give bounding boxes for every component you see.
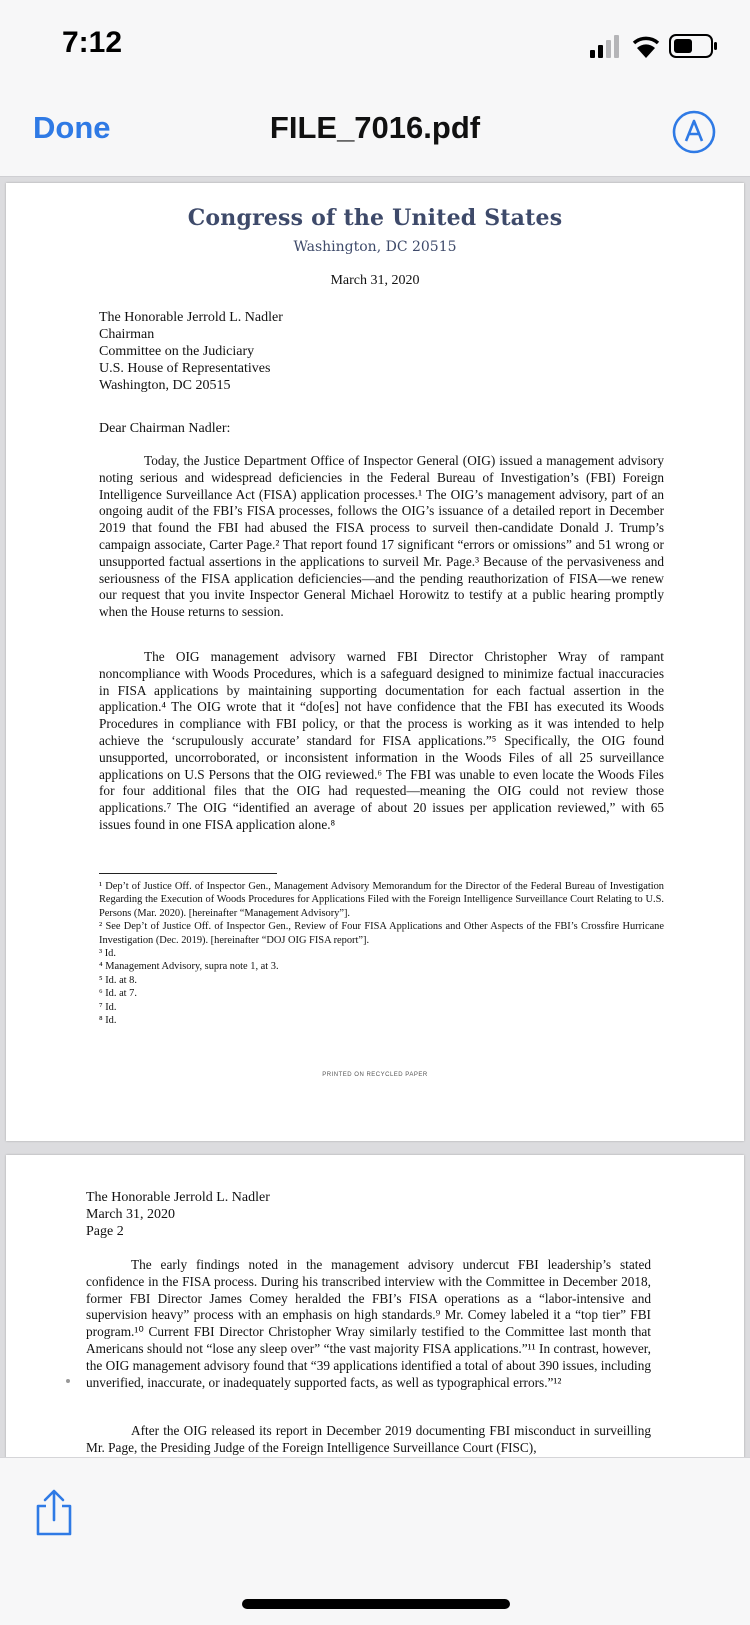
header-line: March 31, 2020: [86, 1207, 176, 1222]
address-line: The Honorable Jerrold L. Nadler: [99, 310, 283, 325]
body-paragraph: After the OIG released its report in December 2019 documenting FBI misconduct in surveilling Mr. Page, the Presiding Judge of the Foreign Intelligence Surveillance Court (FISC),: [86, 1423, 651, 1455]
pdf-viewer[interactable]: [0, 177, 750, 1457]
header-line: Page 2: [86, 1224, 124, 1239]
status-bar: [0, 0, 750, 92]
footnote-divider: [99, 873, 277, 874]
letter-date: March 31, 2020: [330, 273, 420, 288]
salutation: Dear Chairman Nadler:: [99, 421, 231, 436]
body-paragraph: The OIG management advisory warned FBI Director Christopher Wray of rampant noncompliance with Woods Procedures, which is a safeguard designed to minimize factual inaccuracies in FISA applications by maintaining supporting documentation for each factual assertion in the application.⁴ The OIG wrote that it “do[es] not have confidence that the FBI has executed its Woods Procedures in compliance with FBI policy, or that the process is working as it was intended to help achieve the ‘scrupulously accurate’ standard for FISA applications.”⁵ Specifically, the OIG found unsupported, uncorroborated, or inconsistent information in the Woods Files of all 25 surveillance applications on U.S Persons that the OIG reviewed.⁶ The FBI was unable to even locate the Woods Files for four additional files that the OIG had requested—meaning the OIG could not review those applications.⁷ The OIG “identified an average of about 20 issues per application reviewed,” with 65 issues found in one FISA application alone.⁸: [99, 649, 664, 832]
footnote: ⁷ Id.: [99, 1001, 117, 1013]
footnote: ² See Dep’t of Justice Off. of Inspector Gen., Review of Four FISA Applications and Other Aspects of the FBI’s Crossfire Hurricane Investigation (Dec. 2019). [hereinafter “DOJ OIG FISA report”].: [99, 921, 664, 946]
page-2-header: [86, 1189, 270, 1240]
footnote: ⁴ Management Advisory, supra note 1, at 3.: [99, 961, 279, 973]
footnote: ⁵ Id. at 8.: [99, 974, 137, 986]
wifi-icon: [634, 38, 658, 58]
body-paragraph: The early findings noted in the management advisory undercut FBI leadership’s stated confidence in the FISA process. During his transcribed interview with the Committee in December 2018, former FBI Director James Comey heralded the FBI’s FISA operations as a “labor-intensive and supervision heavy” process with an emphasis on high standards.⁹ Mr. Comey labeled it a “top tier” FBI program.¹⁰ Current FBI Director Christopher Wray similarly testified to the Committee last month that Americans should not “lose any sleep over” “the vast majority FISA applications.”¹¹ In contrast, however, the OIG management advisory found that “39 applications identified a total of about 390 issues, including unverified, inaccurate, or inadequately supported facts, as well as typographical errors.”¹²: [86, 1257, 651, 1390]
header-line: The Honorable Jerrold L. Nadler: [86, 1190, 270, 1205]
recycled-paper-note: PRINTED ON RECYCLED PAPER: [322, 1072, 428, 1078]
recipient-address: [99, 309, 283, 394]
signal-icon: [590, 35, 619, 58]
footnote: ⁸ Id.: [99, 1015, 117, 1027]
footnotes: [99, 880, 664, 1027]
letterhead-title: Congress of the United States: [187, 205, 563, 231]
bottom-toolbar: [0, 1457, 750, 1625]
status-icons: [590, 32, 720, 60]
home-indicator[interactable]: [242, 1599, 510, 1609]
done-button[interactable]: Done: [33, 110, 111, 145]
status-time: 7:12: [62, 26, 123, 59]
share-icon[interactable]: [32, 1488, 76, 1538]
footnote: ⁶ Id. at 7.: [99, 988, 137, 1000]
battery-icon: [670, 35, 717, 57]
footnote: ³ Id.: [99, 948, 116, 960]
page-marker-dot: [66, 1379, 70, 1383]
address-line: Washington, DC 20515: [99, 378, 231, 393]
navigation-bar: [0, 92, 750, 177]
footnote: ¹ Dep’t of Justice Off. of Inspector Gen., Management Advisory Memorandum for the Director of the Federal Bureau of Investigation Regarding the Execution of Woods Procedures for Applications Filed with the Foreign Intelligence Surveillance Court Relating to U.S. Persons (Mar. 2020). [hereinafter “Management Advisory”].: [99, 881, 664, 919]
pdf-page-2: [6, 1155, 744, 1457]
body-paragraph: Today, the Justice Department Office of Inspector General (OIG) issued a management advisory noting serious and widespread deficiencies in the Federal Bureau of Investigation’s (FBI) Foreign Intelligence Surveillance Act (FISA) application processes.¹ The OIG’s management advisory, part of an ongoing audit of the FBI’s FISA processes, follows the OIG’s issuance of a detailed report in December 2019 that found the FBI had abused the FISA process to surveil then-candidate Donald J. Trump’s campaign associate, Carter Page.² That report found 17 significant “errors or omissions” and 51 wrong or unsupported factual assertions in the applications to surveil Mr. Page.³ Because of the pervasiveness and seriousness of the FISA application deficiencies—and the pending reauthorization of FISA—we renew our request that you invite Inspector General Michael Horowitz to testify at a public hearing promptly when the House returns to session.: [99, 453, 664, 620]
letterhead: [6, 205, 744, 255]
address-line: U.S. House of Representatives: [99, 361, 271, 376]
pdf-page-1: [6, 183, 744, 1141]
document-title: FILE_7016.pdf: [269, 110, 481, 145]
address-line: Committee on the Judiciary: [99, 344, 255, 359]
markup-icon[interactable]: [672, 110, 716, 154]
address-line: Chairman: [99, 327, 155, 342]
letterhead-city: Washington, DC 20515: [293, 239, 457, 255]
